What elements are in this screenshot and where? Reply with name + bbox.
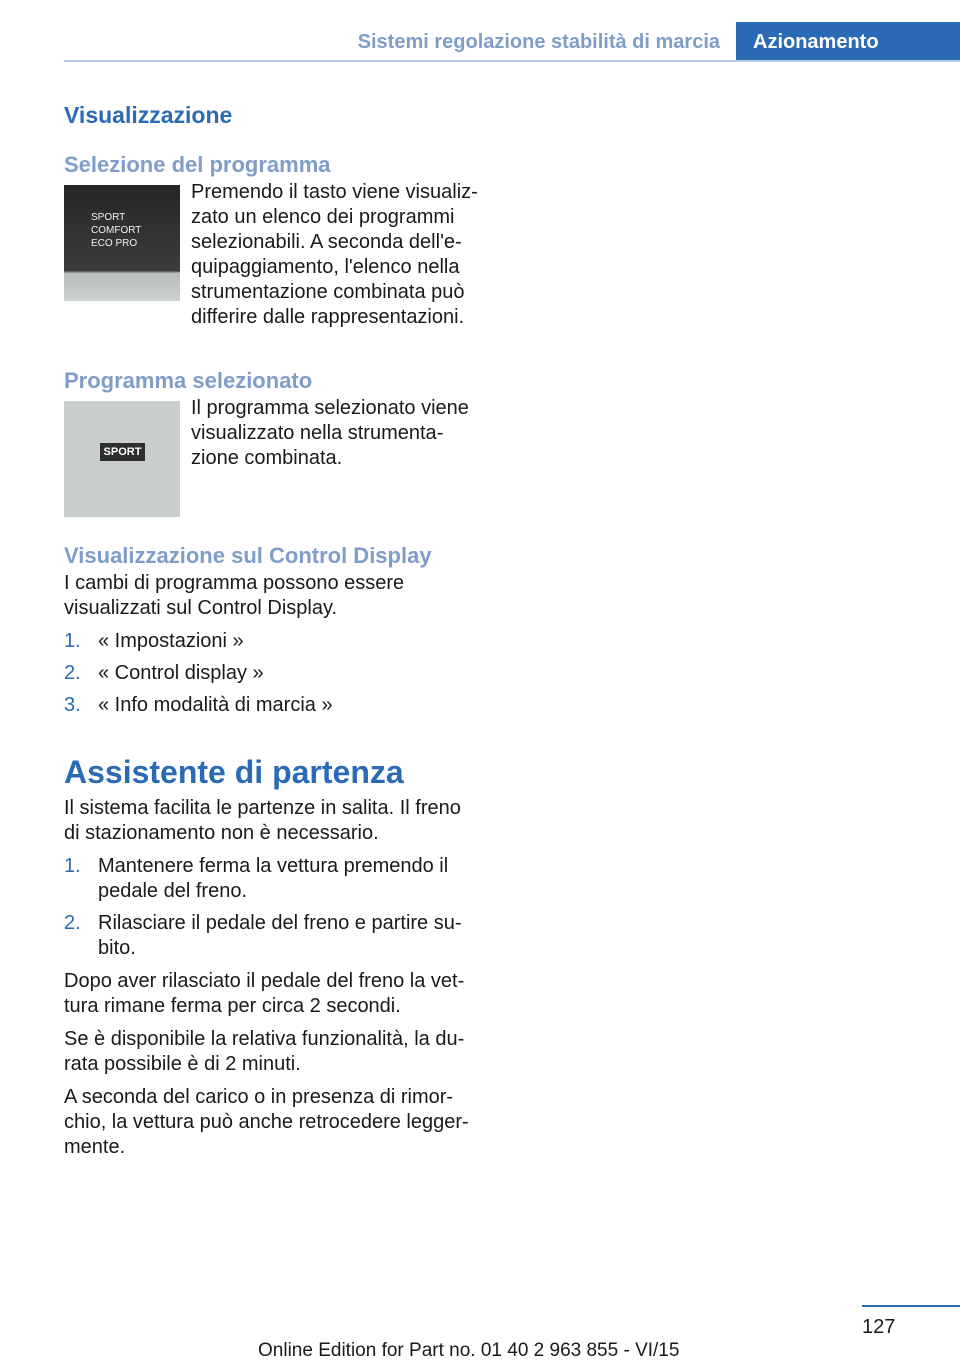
header-divider [64, 60, 960, 62]
program-list-menu [91, 211, 141, 250]
program-list-figure [64, 185, 180, 301]
program-item: COMFORT [91, 225, 142, 236]
start-assist-intro: Il sistema facilita le partenze in salita. Il freno di stazionamento non è necessario. [64, 797, 461, 844]
start-assist-paragraph: Se è disponibile la relativa funzionalità, la durata possibile è di 2 minuti. [64, 1028, 465, 1075]
page-number: 127 [862, 1316, 896, 1338]
subsection-control-display-title: Visualizzazione sul Control Display [64, 543, 432, 568]
list-item [64, 661, 480, 686]
list-number: 1. [64, 630, 81, 652]
start-assist-title: Assistente di partenza [64, 754, 404, 790]
header-section-title: Sistemi regolazione stabilità di marcia [357, 31, 720, 53]
subsection-program-selection-title: Selezione del programma [64, 152, 331, 177]
list-item [64, 693, 480, 718]
list-number: 2. [64, 662, 81, 684]
list-number: 3. [64, 694, 81, 716]
selected-program-text: Il programma selezionato viene visualizzato nella strumentazione combinata. [191, 397, 469, 469]
list-text: « Impostazioni » [98, 630, 244, 652]
footer-divider [862, 1305, 960, 1307]
page-content [64, 100, 480, 1160]
list-text: « Control display » [98, 662, 264, 684]
list-number: 2. [64, 912, 81, 934]
list-item [64, 911, 480, 961]
list-item [64, 854, 480, 904]
start-assist-paragraph: Dopo aver rilasciato il pedale del freno la vettura rimane ferma per circa 2 secondi. [64, 970, 465, 1017]
start-assist-paragraph: A seconda del carico o in presenza di rimorchio, la vettura può anche retrocedere leggermente. [64, 1086, 469, 1158]
selected-program-figure [64, 401, 180, 517]
edition-note: Online Edition for Part no. 01 40 2 963 855 - VI/15 [258, 1340, 680, 1361]
sport-badge: SPORT [100, 443, 145, 461]
control-display-steps [64, 629, 480, 718]
header-chapter-tab: Azionamento [736, 22, 960, 62]
list-text: « Info modalità di marcia » [98, 694, 333, 716]
list-text: Rilasciare il pedale del freno e partire subito. [98, 912, 462, 959]
section-title: Visualizzazione [64, 102, 233, 128]
start-assist-steps [64, 854, 480, 961]
program-item: ECO PRO [91, 238, 138, 249]
program-selection-text: Premendo il tasto viene visualizzato un elenco dei programmi selezionabili. A seconda dell'equipaggiamento, l'elenco nella strumentazione combinata può differire dalle rappresentazioni. [191, 181, 478, 328]
list-text: Mantenere ferma la vettura premendo il pedale del freno. [98, 855, 449, 902]
list-item [64, 629, 480, 654]
control-display-text: I cambi di programma possono essere visualizzati sul Control Display. [64, 572, 405, 619]
program-item: SPORT [91, 212, 126, 223]
list-number: 1. [64, 855, 81, 877]
subsection-selected-program-title: Programma selezionato [64, 368, 313, 393]
